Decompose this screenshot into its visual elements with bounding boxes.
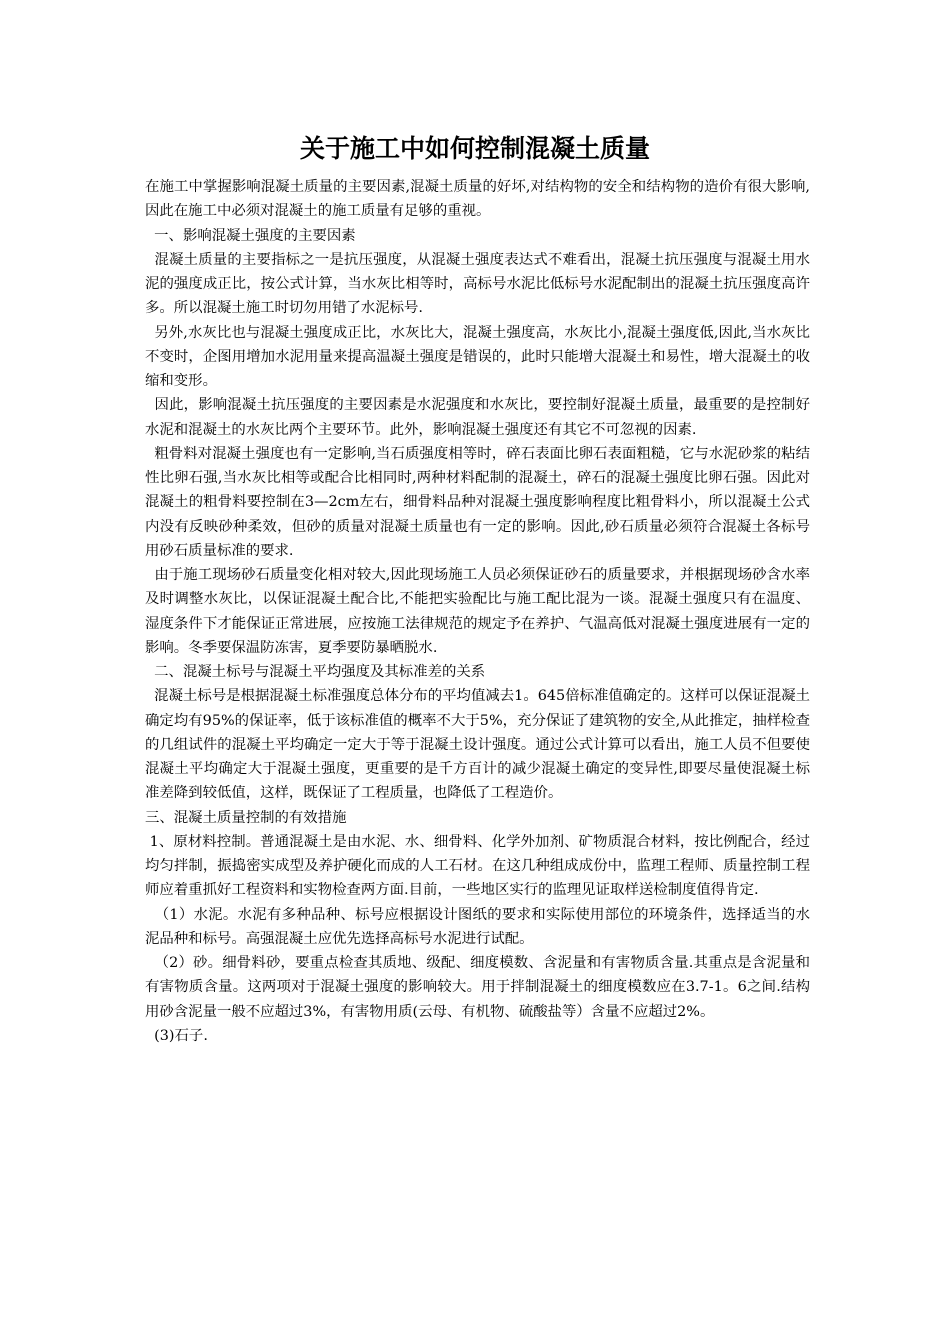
intro-paragraph: 在施工中掌握影响混凝土质量的主要因素,混凝土质量的好坏,对结构物的安全和结构物的造价有很大影响,因此在施工中必须对混凝土的施工质量有足够的重视。	[145, 179, 810, 220]
body-paragraph: 混凝土质量的主要指标之一是抗压强度，从混凝土强度表达式不难看出，混凝土抗压强度与混凝土用水泥的强度成正比，按公式计算，当水灰比相等时，高标号水泥比低标号水泥配制出的混凝土抗压强度高许多。所以混凝土施工时切勿用错了水泥标号.	[145, 251, 810, 317]
section-2-heading: 二、混凝土标号与混凝土平均强度及其标准差的关系	[145, 664, 486, 680]
document-title: 关于施工中如何控制混凝土质量	[299, 134, 650, 163]
body-paragraph: 因此，影响混凝土抗压强度的主要因素是水泥强度和水灰比，要控制好混凝土质量，最重要的是控制好水泥和混凝土的水灰比两个主要环节。此外，影响混凝土强度还有其它不可忽视的因素.	[145, 397, 810, 438]
body-paragraph: 粗骨料对混凝土强度也有一定影响,当石质强度相等时，碎石表面比卵石表面粗糙，它与水泥砂浆的粘结性比卵石强,当水灰比相等或配合比相同时,两种材料配制的混凝土，碎石的混凝土强度比卵石强。因此对混凝土的粗骨料要控制在3—2cm左右，细骨料品种对混凝土强度影响程度比粗骨料小，所以混凝土公式内没有反映砂种柔效，但砂的质量对混凝土质量也有一定的影响。因此,砂石质量必须符合混凝土各标号用砂石质量标准的要求.	[145, 445, 810, 559]
body-paragraph: （2）砂。细骨料砂，要重点检查其质地、级配、细度模数、含泥量和有害物质含量.其重点是含泥量和有害物质含量。这两项对于混凝土强度的影响较大。用于拌制混凝土的细度模数应在3.7-1。6之间.结构用砂含泥量一般不应超过3%，有害物用质(云母、有机物、硫酸盐等）含量不应超过2%。	[145, 955, 810, 1020]
body-paragraph: 另外,水灰比也与混凝土强度成正比，水灰比大，混凝土强度高，水灰比小,混凝土强度低,因此,当水灰比不变时，企图用增加水泥用量来提高温凝土强度是错误的，此时只能增大混凝土和易性，增大混凝土的收缩和变形。	[145, 324, 810, 389]
body-paragraph: (3)石子.	[145, 1027, 208, 1044]
body-paragraph: （1）水泥。水泥有多种品种、标号应根据设计图纸的要求和实际使用部位的环境条件，选择适当的水泥品种和标号。高强混凝土应优先选择高标号水泥进行试配。	[145, 906, 810, 947]
section-1-heading: 一、影响混凝土强度的主要因素	[145, 227, 356, 244]
document-body	[145, 175, 810, 1048]
section-3-heading: 三、混凝土质量控制的有效措施	[145, 809, 347, 826]
body-paragraph: 1、原材料控制。普通混凝土是由水泥、水、细骨料、化学外加剂、矿物质混合材料，按比例配合，经过均匀拌制，振捣密实成型及养护硬化而成的人工石材。在这几种组成成份中，监理工程师、质量控制工程师应着重抓好工程资料和实物检查两方面.目前，一些地区实行的监理见证取样送检制度值得肯定.	[145, 833, 810, 899]
body-paragraph: 混凝土标号是根据混凝土标准强度总体分布的平均值减去1。645倍标准值确定的。这样可以保证混凝土确定均有95%的保证率，低于该标准值的概率不大于5%，充分保证了建筑物的安全,从此推定，抽样检查的几组试件的混凝土平均确定一定大于等于混凝土设计强度。通过公式计算可以看出，施工人员不但要使混凝土平均确定大于混凝土强度，更重要的是千方百计的减少混凝土确定的变异性,即要尽量使混凝土标准差降到较低值，这样，既保证了工程质量，也降低了工程造价。	[145, 688, 810, 802]
body-paragraph: 由于施工现场砂石质量变化相对较大,因此现场施工人员必须保证砂石的质量要求，并根据现场砂含水率及时调整水灰比，以保证混凝土配合比,不能把实验配比与施工配比混为一谈。混凝土强度只有在温度、湿度条件下才能保证正常进展，应按施工法律规范的规定予在养护、气温高低对混凝土强度进展有一定的影响。冬季要保温防冻害，夏季要防暴晒脱水.	[145, 567, 810, 656]
